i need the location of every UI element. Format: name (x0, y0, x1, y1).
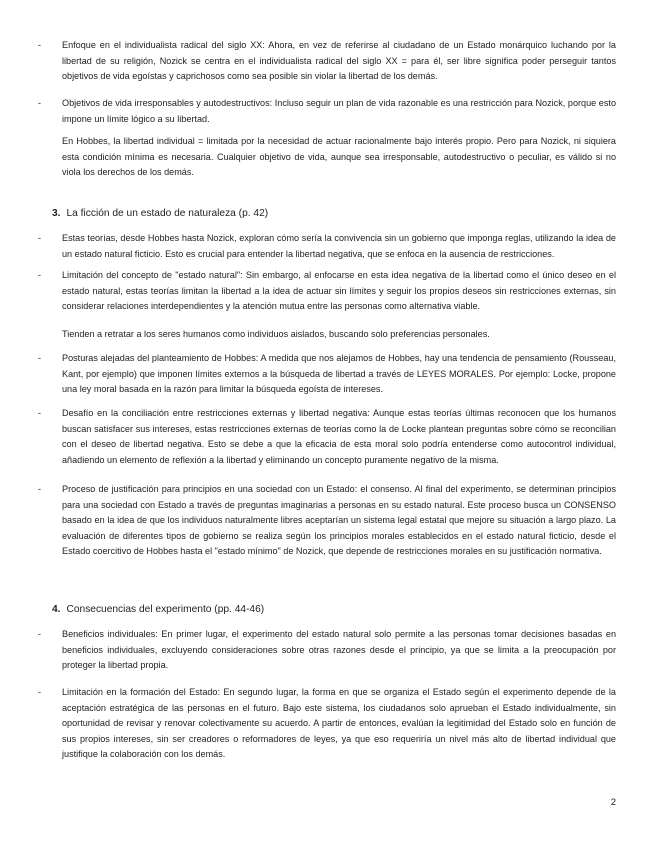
bullet-lead: Enfoque en el individualista radical del siglo XX: (62, 40, 265, 50)
section-heading (52, 207, 268, 221)
bullet-lead: Beneficios individuales: (62, 629, 158, 639)
section-title: Consecuencias del experimento (pp. 44-46) (66, 604, 265, 615)
bullet-lead: Proceso de justificación para principios en una sociedad con un Estado: el consenso. (62, 484, 412, 494)
paragraph-individuos: Tienden a retratar a los seres humanos como individuos aislados, buscando solo preferencias personales. (62, 329, 490, 339)
list-item (38, 231, 616, 262)
paragraph-hobbes: En Hobbes, la libertad individual = limitada por la necesidad de actuar racionalmente bajo interés propio. Pero para Nozick, ni siquiera esta condición mínima es necesaria. Cualquier objetivo de vida, aunque sea irresponsable, autodestructivo o peculiar, es válido si no viola los derechos de los demás. (62, 136, 616, 178)
bullet-text: En segundo lugar, la forma en que se organiza el Estado según el experimento depende de la aceptación estratégica de las personas en el futuro. Bajo este sistema, los ciudadanos solo aprueban el Estado individualmente, sin oportunidad de revisar y renovar colectivamente su acuerdo. A partir de entonces, evalúan la legitimidad del Estado solo en función de sus propios intereses, sin ser creadores o reformadores de leyes, ya que eso requeriría un nivel más alto de libertad individual que justifique la colaboración con los demás. (62, 687, 616, 760)
bullet-text: Aunque estas teorías últimas reconocen que los humanos buscan satisfacer sus intereses, estas restricciones externas de teorías como la de Locke plantean preguntas sobre cómo se reconcilian con el deseo de libertad negativa. Esto se debe a que la eficacia de esta moral solo podría entenderse como autocontrol individual, añadiendo un elemento de reflexión a la libertad y eliminando un concepto puramente negativo de la misma. (62, 408, 616, 465)
page-number: 2 (610, 797, 616, 808)
section-title: La ficción de un estado de naturaleza (p. 42) (66, 208, 269, 219)
list-item (38, 96, 616, 127)
bullet-text: Estas teorías, desde Hobbes hasta Nozick, exploran cómo sería la convivencia sin un gobierno que imponga reglas, utilizando la idea de un estado natural ficticio. Esto es crucial para entender la libertad negativa, que se enfoca en la ausencia de restricciones. (62, 233, 616, 259)
bullet-text: En primer lugar, el experimento del estado natural solo permite a las personas tomar decisiones basadas en beneficios individuales, excluyendo consideraciones sobre otras razones desde el principio, ya que se limita a la preocupación por proteger la libertad propia. (62, 629, 617, 671)
bullet-text: Sin embargo, al enfocarse en esta idea negativa de la libertad como el único deseo en el estado natural, estas teorías limitan la libertad a la idea de actuar sin límites y seguir los propios deseos sin restricciones externas, sin considerar relaciones interdependientes y la atención mutua entre las personas como alternativa viable. (62, 270, 616, 312)
list-item (38, 685, 616, 763)
bullet-text: Incluso seguir un plan de vida razonable es una restricción para Nozick, porque esto impone un límite lógico a su libertad. (62, 98, 616, 124)
bullet-dash: - (38, 233, 42, 243)
bullet-dash: - (38, 353, 42, 363)
bullet-dash: - (38, 40, 42, 50)
bullet-lead: Posturas alejadas del planteamiento de Hobbes: (62, 353, 259, 363)
section-number: 4. (52, 604, 61, 615)
bullet-dash: - (38, 629, 42, 639)
list-item (38, 38, 616, 85)
list-item (38, 627, 616, 674)
bullet-dash: - (38, 270, 42, 280)
section-heading (52, 603, 264, 617)
list-item (38, 482, 616, 560)
bullet-dash: - (38, 687, 42, 697)
bullet-dash: - (38, 484, 42, 494)
bullet-lead: Objetivos de vida irresponsables y autodestructivos: (62, 98, 273, 108)
list-item (38, 268, 616, 315)
bullet-dash: - (38, 98, 42, 108)
bullet-text: A medida que nos alejamos de Hobbes, hay una tendencia de pensamiento (Rousseau, Kant, por ejemplo) que imponen límites externos a la búsqueda de libertad a través de LEYES MORALES. Por ejemplo: Locke, propone una ley moral basada en la razón para limitar la búsqueda egoísta de intereses. (62, 353, 616, 395)
bullet-lead: Desafío en la conciliación entre restricciones externas y libertad negativa: (62, 408, 370, 418)
list-item (38, 351, 616, 398)
bullet-dash: - (38, 408, 42, 418)
bullet-lead: Limitación en la formación del Estado: (62, 687, 221, 697)
bullet-lead: Limitación del concepto de "estado natural": (62, 270, 243, 280)
bullet-text: Ahora, en vez de referirse al ciudadano de un Estado monárquico luchando por la libertad de su religión, Nozick se centra en el individualista radical del siglo XX = para él, ser libre significa poder perseguir tantos objetivos de vida egoístas y caprichosos como sea posible sin violar la libertad de los demás. (62, 40, 616, 82)
bullet-text: Al final del experimento, se determinan principios para una sociedad con Estado a través de preguntas imaginarias a personas en su estado natural. Este proceso busca un CONSENSO basado en la idea de que los individuos naturalmente libres aceptarían un sistema legal estatal que mejore su situación a largo plazo. La evaluación de diferentes tipos de gobierno se realiza según los principios morales establecidos en el estado natural ficticio, desde el Estado coercitivo de Hobbes hasta el "estado mínimo" de Nozick, que depende de restricciones morales en su justificación normativa. (62, 484, 617, 557)
list-item (38, 406, 616, 468)
section-number: 3. (52, 208, 61, 219)
